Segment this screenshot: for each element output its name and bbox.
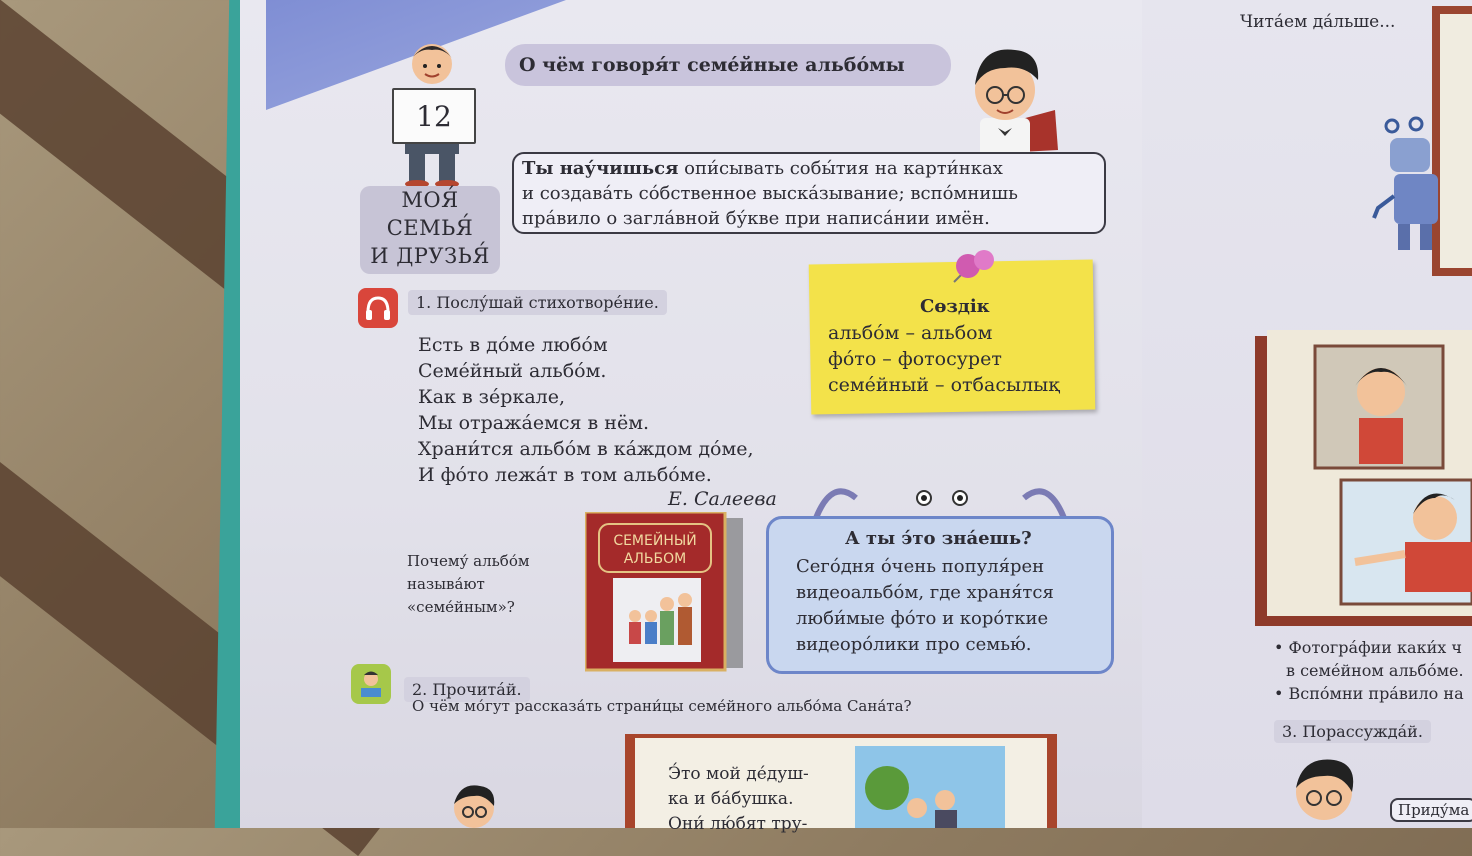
did-you-know-title: А ты э́то зна́ешь? xyxy=(845,528,1032,549)
vocabulary-list xyxy=(828,320,1060,398)
vocabulary-item: альбо́м – альбом xyxy=(828,322,993,344)
family-album-illustration xyxy=(585,512,745,674)
boy-with-glasses-illustration xyxy=(960,40,1065,160)
album-cover-line: АЛЬБОМ xyxy=(623,551,687,567)
goal-line xyxy=(522,156,1096,181)
poem-line: Семе́йный альбо́м. xyxy=(418,360,607,382)
poem xyxy=(418,332,754,488)
lesson-number: 12 xyxy=(416,99,452,133)
pushpin-icon xyxy=(940,246,1000,286)
did-you-know-line: люби́мые фо́то и коро́ткие xyxy=(796,608,1049,629)
book-page-text xyxy=(668,762,809,837)
book-line: Э́то мой де́душ- xyxy=(668,764,809,784)
unit-line: СЕМЬЯ́ xyxy=(386,216,474,240)
poem-line: Храни́тся альбо́м в ка́ждом до́ме, xyxy=(418,438,754,460)
photo-album-illustration xyxy=(1255,330,1472,626)
reading-icon xyxy=(351,664,391,704)
bullet-line: в семе́йном альбо́ме. xyxy=(1286,661,1464,680)
question-line: Почему́ альбо́м xyxy=(407,552,530,570)
did-you-know-line: видеоальбо́м, где храня́тся xyxy=(796,582,1054,603)
robot-illustration xyxy=(1372,116,1442,256)
continue-reading-heading: Чита́ем да́льше... xyxy=(1240,12,1396,32)
goal-line: и создава́ть со́бственное выска́зывание; вспо́мнишь xyxy=(522,183,1018,204)
album-cover-line: СЕМЕЙНЫЙ xyxy=(613,533,697,549)
exercise-3-label: 3. Порассужда́й. xyxy=(1274,720,1431,743)
unit-line: И ДРУЗЬЯ́ xyxy=(370,244,490,268)
bullet-line: • Фотогра́фии каки́х ч xyxy=(1274,638,1462,657)
did-you-know-text xyxy=(796,554,1054,658)
poem-author: Е. Салеева xyxy=(668,488,777,510)
album-question xyxy=(407,550,530,619)
vocabulary-item: фо́то – фотосурет xyxy=(828,348,1002,370)
question-line: называ́ют xyxy=(407,575,485,593)
album-cover-title xyxy=(599,532,711,568)
question-line: «семе́йным»? xyxy=(407,598,515,616)
goal-line: пра́вило о загла́вной бу́кве при написа́нии имён. xyxy=(522,208,990,229)
right-page-bullets xyxy=(1274,636,1464,705)
book-line: Они́ лю́бят тру- xyxy=(668,814,808,834)
lesson-title-text: О чём говоря́т семе́йные альбо́мы xyxy=(519,54,905,76)
exercise-2-question: О чём мо́гут рассказа́ть страни́цы семе́йного альбо́ма Сана́та? xyxy=(412,697,912,715)
vocabulary-heading: Сөздік xyxy=(920,296,990,317)
speech-bubble: Приду́ма xyxy=(1390,798,1472,822)
goal-rest: опи́сывать собы́тия на карти́нках xyxy=(678,158,1003,179)
lesson-title xyxy=(505,44,951,86)
poem-line: Есть в до́ме любо́м xyxy=(418,334,608,356)
did-you-know-line: Сего́дня о́чень популя́рен xyxy=(796,556,1045,577)
vocabulary-item: семе́йный – отбасылық xyxy=(828,374,1060,396)
lesson-number-sign xyxy=(392,88,476,144)
poem-line: И фо́то лежа́т в том альбо́ме. xyxy=(418,464,712,486)
did-you-know-line: видеоро́лики про семью́. xyxy=(796,634,1032,655)
poem-line: Как в зе́ркале, xyxy=(418,386,566,408)
exercise-2-label: 2. Прочита́й. xyxy=(404,677,530,702)
boy-illustration xyxy=(1286,752,1366,828)
boy-illustration xyxy=(446,780,502,828)
bullet-line: • Вспо́мни пра́вило на xyxy=(1274,684,1464,703)
unit-tab xyxy=(360,186,500,274)
headphones-icon xyxy=(358,288,398,328)
book-line: ка и ба́бушка. xyxy=(668,789,794,809)
lesson-goal-bubble xyxy=(512,152,1106,234)
poem-line: Мы отража́емся в нём. xyxy=(418,412,650,434)
unit-line: МОЯ́ xyxy=(401,188,459,212)
exercise-1-label: 1. Послу́шай стихотворе́ние. xyxy=(408,290,667,315)
goal-bold: Ты нау́чишься xyxy=(522,158,679,179)
